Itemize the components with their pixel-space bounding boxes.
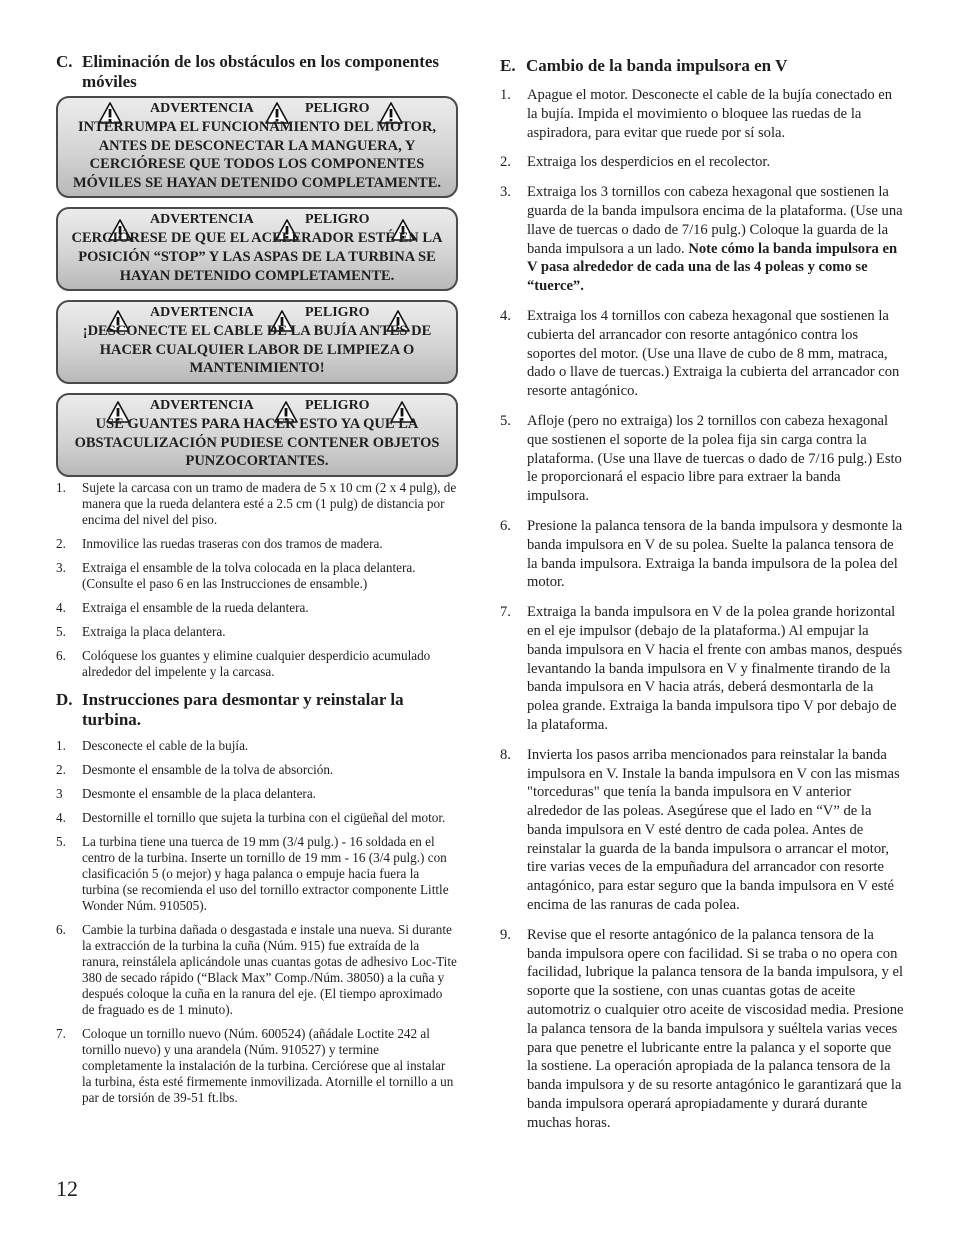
list-item: 2. Extraiga los desperdicios en el recolector. xyxy=(500,154,771,171)
section-d-title: Instrucciones para desmontar y reinstalar la turbina. xyxy=(82,689,404,729)
list-item: 3 Desmonte el ensamble de la placa delantera. xyxy=(56,785,316,801)
list-item: 4. Destornille el tornillo que sujeta la turbina con el cigüeñal del motor. xyxy=(56,809,446,825)
page-number: 12 xyxy=(56,1176,78,1201)
section-d-steps xyxy=(56,738,458,1106)
warning-label-advertencia: ADVERTENCIA xyxy=(150,101,254,116)
section-e-letter: E. xyxy=(500,56,516,75)
section-d-heading xyxy=(56,690,458,730)
list-item: 4. Extraiga los 4 tornillos con cabeza hexagonal que sostienen la cubierta del arrancador con resorte antagónico contra los soportes del motor. (Use una llave de cubo de 8 mm, matraca, dado o llave de tuercas.) Extraiga la cubierta del arrancador con resorte antagónico. xyxy=(500,307,900,400)
list-item: 3. Extraiga los 3 tornillos con cabeza hexagonal que sostienen la guarda de la banda impulsora encima de la plataforma. (Use una llave de tuercas o dado de 7/16 pulg.) Coloque la guarda de la banda impulsora a un lado. Note cómo la banda impulsora en V pasa alrededor de cada una de las 4 poleas y como se “tuerce”. xyxy=(500,184,903,295)
warning-box xyxy=(56,96,458,198)
warning-label-advertencia: ADVERTENCIA xyxy=(150,212,254,228)
list-item: 3. Extraiga el ensamble de la tolva colocada en la placa delantera. (Consulte el paso 6 en las Instrucciones de ensamble.) xyxy=(56,559,416,591)
warning-text: INTERRUMPA EL FUNCIONAMIENTO DEL MOTOR, ANTES DE DESCONECTAR LA MANGUERA, Y CERCIÓRESE QUE TODOS LOS COMPONENTES MÓVILES SE HAYAN DETENIDO COMPLETAMENTE. xyxy=(72,119,442,191)
warning-box xyxy=(56,300,458,384)
list-item: 5. Afloje (pero no extraiga) los 2 tornillos con cabeza hexagonal que sostienen el soporte de la polea fija sin carga contra la plataforma. (Use una llave de tuercas o dado de 7/16 pulg.) Esto le proporcionará el espacio libre para extraer la banda impulsora. xyxy=(500,412,902,505)
section-d-letter: D. xyxy=(56,689,73,709)
section-e-heading xyxy=(500,56,904,76)
right-column xyxy=(500,56,904,1144)
section-c-title: Eliminación de los obstáculos en los componentes móviles xyxy=(82,52,440,91)
warning-label-advertencia: ADVERTENCIA xyxy=(150,305,254,321)
warning-box xyxy=(56,393,458,477)
warning-box xyxy=(56,207,458,291)
list-item-text: Extraiga los 3 tornillos con cabeza hexagonal que sostienen la guarda de la banda impulsora encima de la plataforma. (Use una llave de tuercas o dado de 7/16 pulg.) Coloque la guarda de la banda impulsora a un lado. Note cómo la banda impulsora en V pasa alrededor de cada una de las 4 poleas y como se “tuerce”. xyxy=(527,184,903,295)
list-item: 1. Desconecte el cable de la bujía. xyxy=(56,737,249,753)
list-item: 1. Apague el motor. Desconecte el cable de la bujía conectado en la bujía. Impida el movimiento o bloquee las ruedas de la aspiradora, para evitar que ruede por sí sola. xyxy=(500,87,893,141)
warning-label-peligro: PELIGRO xyxy=(305,212,370,228)
list-item: 7. Extraiga la banda impulsora en V de la polea grande horizontal en el eje impulsor (debajo de la plataforma.) Al empujar la banda impulsora en V hacia el frente con ambas manos, después levantando la banda impulsora en V y finalmente tirando de la banda impulsora en V hacia atrás, deberá desmontarla de la polea grande. Extraiga la banda impulsora tipo V por debajo de la plataforma. xyxy=(500,604,903,733)
list-item: 7. Coloque un tornillo nuevo (Núm. 600524) (añádale Loctite 242 al tornillo nuevo) y una arandela (Núm. 910527) y termine completamente la instalación de la turbina. Cerciórese que al instalar la turbina, ésta esté firmemente inmovilizada. Atornille el tornillo a un par de torsión de 39-51 ft.lbs. xyxy=(56,1025,454,1105)
list-item: 5. La turbina tiene una tuerca de 19 mm (3/4 pulg.) - 16 soldada en el centro de la turbina. Inserte un tornillo de 19 mm - 16 (3/4 pulg.) con clasificación 5 (o mejor) y haga palanca o empuje hacia fuera la turbina (se recomienda el uso del tornillo extractor componente Little Wonder Núm. 910505). xyxy=(56,833,449,913)
warning-label-peligro: PELIGRO xyxy=(305,397,370,413)
warning-label-peligro: PELIGRO xyxy=(305,101,370,116)
list-item: 2. Inmovilice las ruedas traseras con dos tramos de madera. xyxy=(56,535,383,551)
list-item: 5. Extraiga la placa delantera. xyxy=(56,623,226,639)
section-c-letter: C. xyxy=(56,52,73,71)
section-c-heading xyxy=(56,52,458,92)
warning-label-advertencia: ADVERTENCIA xyxy=(150,397,254,413)
section-c-steps xyxy=(56,480,458,680)
list-item: 9. Revise que el resorte antagónico de la palanca tensora de la banda impulsora opere con facilidad. Si se traba o no opera con facilidad, lubrique la palanca tensora de la banda impulsora, y el soporte que la sostiene, con unas cuantas gotas de aceite automotriz o cualquier otro aceite de viscosidad media. Presione la palanca tensora de la banda impulsora y suéltela varias veces para que penetre el lubricante entre la palanca y el soporte que la sostiene. La operación apropiada de la palanca tensora de la banda impulsora y de su resorte antagónico le garantizará que la banda impulsora operará apropiadamente y durará durante muchas horas. xyxy=(500,926,904,1131)
section-e-steps xyxy=(500,86,904,1133)
list-item: 8. Invierta los pasos arriba mencionados para reinstalar la banda impulsora en V. Instale la banda impulsora en V con las mismas "torceduras" que tenía la banda impulsora en V anterior alrededor de las poleas. Asegúrese que el lado en “V” de la banda impulsora en V esté dentro de cada polea. Antes de reinstalar la guarda de la banda impulsora o arrancar el motor, tire varias veces de la empuñadura del arrancador con resorte antagónico, para estar seguro que la banda impulsora en V esté encima de las ranuras de cada polea. xyxy=(500,746,900,914)
left-column xyxy=(56,52,458,1114)
list-item: 6. Colóquese los guantes y elimine cualquier desperdicio acumulado alrededor del impelente y la carcasa. xyxy=(56,647,431,679)
warning-text: USE GUANTES PARA HACER ESTO YA QUE LA OBSTACULIZACIÓN PUDIESE CONTENER OBJETOS PUNZOCORTANTES. xyxy=(74,415,440,470)
list-item: 1. Sujete la carcasa con un tramo de madera de 5 x 10 cm (2 x 4 pulg), de manera que la rueda delantera esté a 2.5 cm (1 pulg) de distancia por encima del nivel del piso. xyxy=(56,479,457,527)
list-item: 6. Presione la palanca tensora de la banda impulsora y desmonte la banda impulsora en V de su polea. Suelte la palanca tensora de la banda impulsora. Extraiga la banda impulsora de la polea del motor. xyxy=(500,517,903,591)
list-item: 4. Extraiga el ensamble de la rueda delantera. xyxy=(56,599,309,615)
warning-label-peligro: PELIGRO xyxy=(305,305,370,321)
section-e-title: Cambio de la banda impulsora en V xyxy=(526,56,788,75)
warning-text: CERCIÓRESE DE QUE EL ACELERADOR ESTÉ EN LA POSICIÓN “STOP” Y LAS ASPAS DE LA TURBINA SE HAYAN DETENIDO COMPLETAMENTE. xyxy=(71,230,443,284)
list-item: 2. Desmonte el ensamble de la tolva de absorción. xyxy=(56,761,334,777)
bold-note: Note cómo la banda impulsora en V pasa alrededor de cada una de las 4 poleas y como se “tuerce”. xyxy=(527,240,898,295)
list-item: 6. Cambie la turbina dañada o desgastada e instale una nueva. Si durante la extracción de la turbina la cuña (Núm. 915) fue extraída de la ranura, reinstálela aplicándole unas cuantas gotas de adhesivo Loc-Tite 380 de secado rápido (“Black Max” Comp./Núm. 38050) a la cuña y después coloque la cuña en la ranura del eje. (El tiempo aproximado de fraguado es de 1 minuto). xyxy=(56,921,457,1017)
warning-text: ¡DESCONECTE EL CABLE DE LA BUJÍA ANTES DE HACER CUALQUIER LABOR DE LIMPIEZA O MANTENIMIENTO! xyxy=(82,323,432,377)
